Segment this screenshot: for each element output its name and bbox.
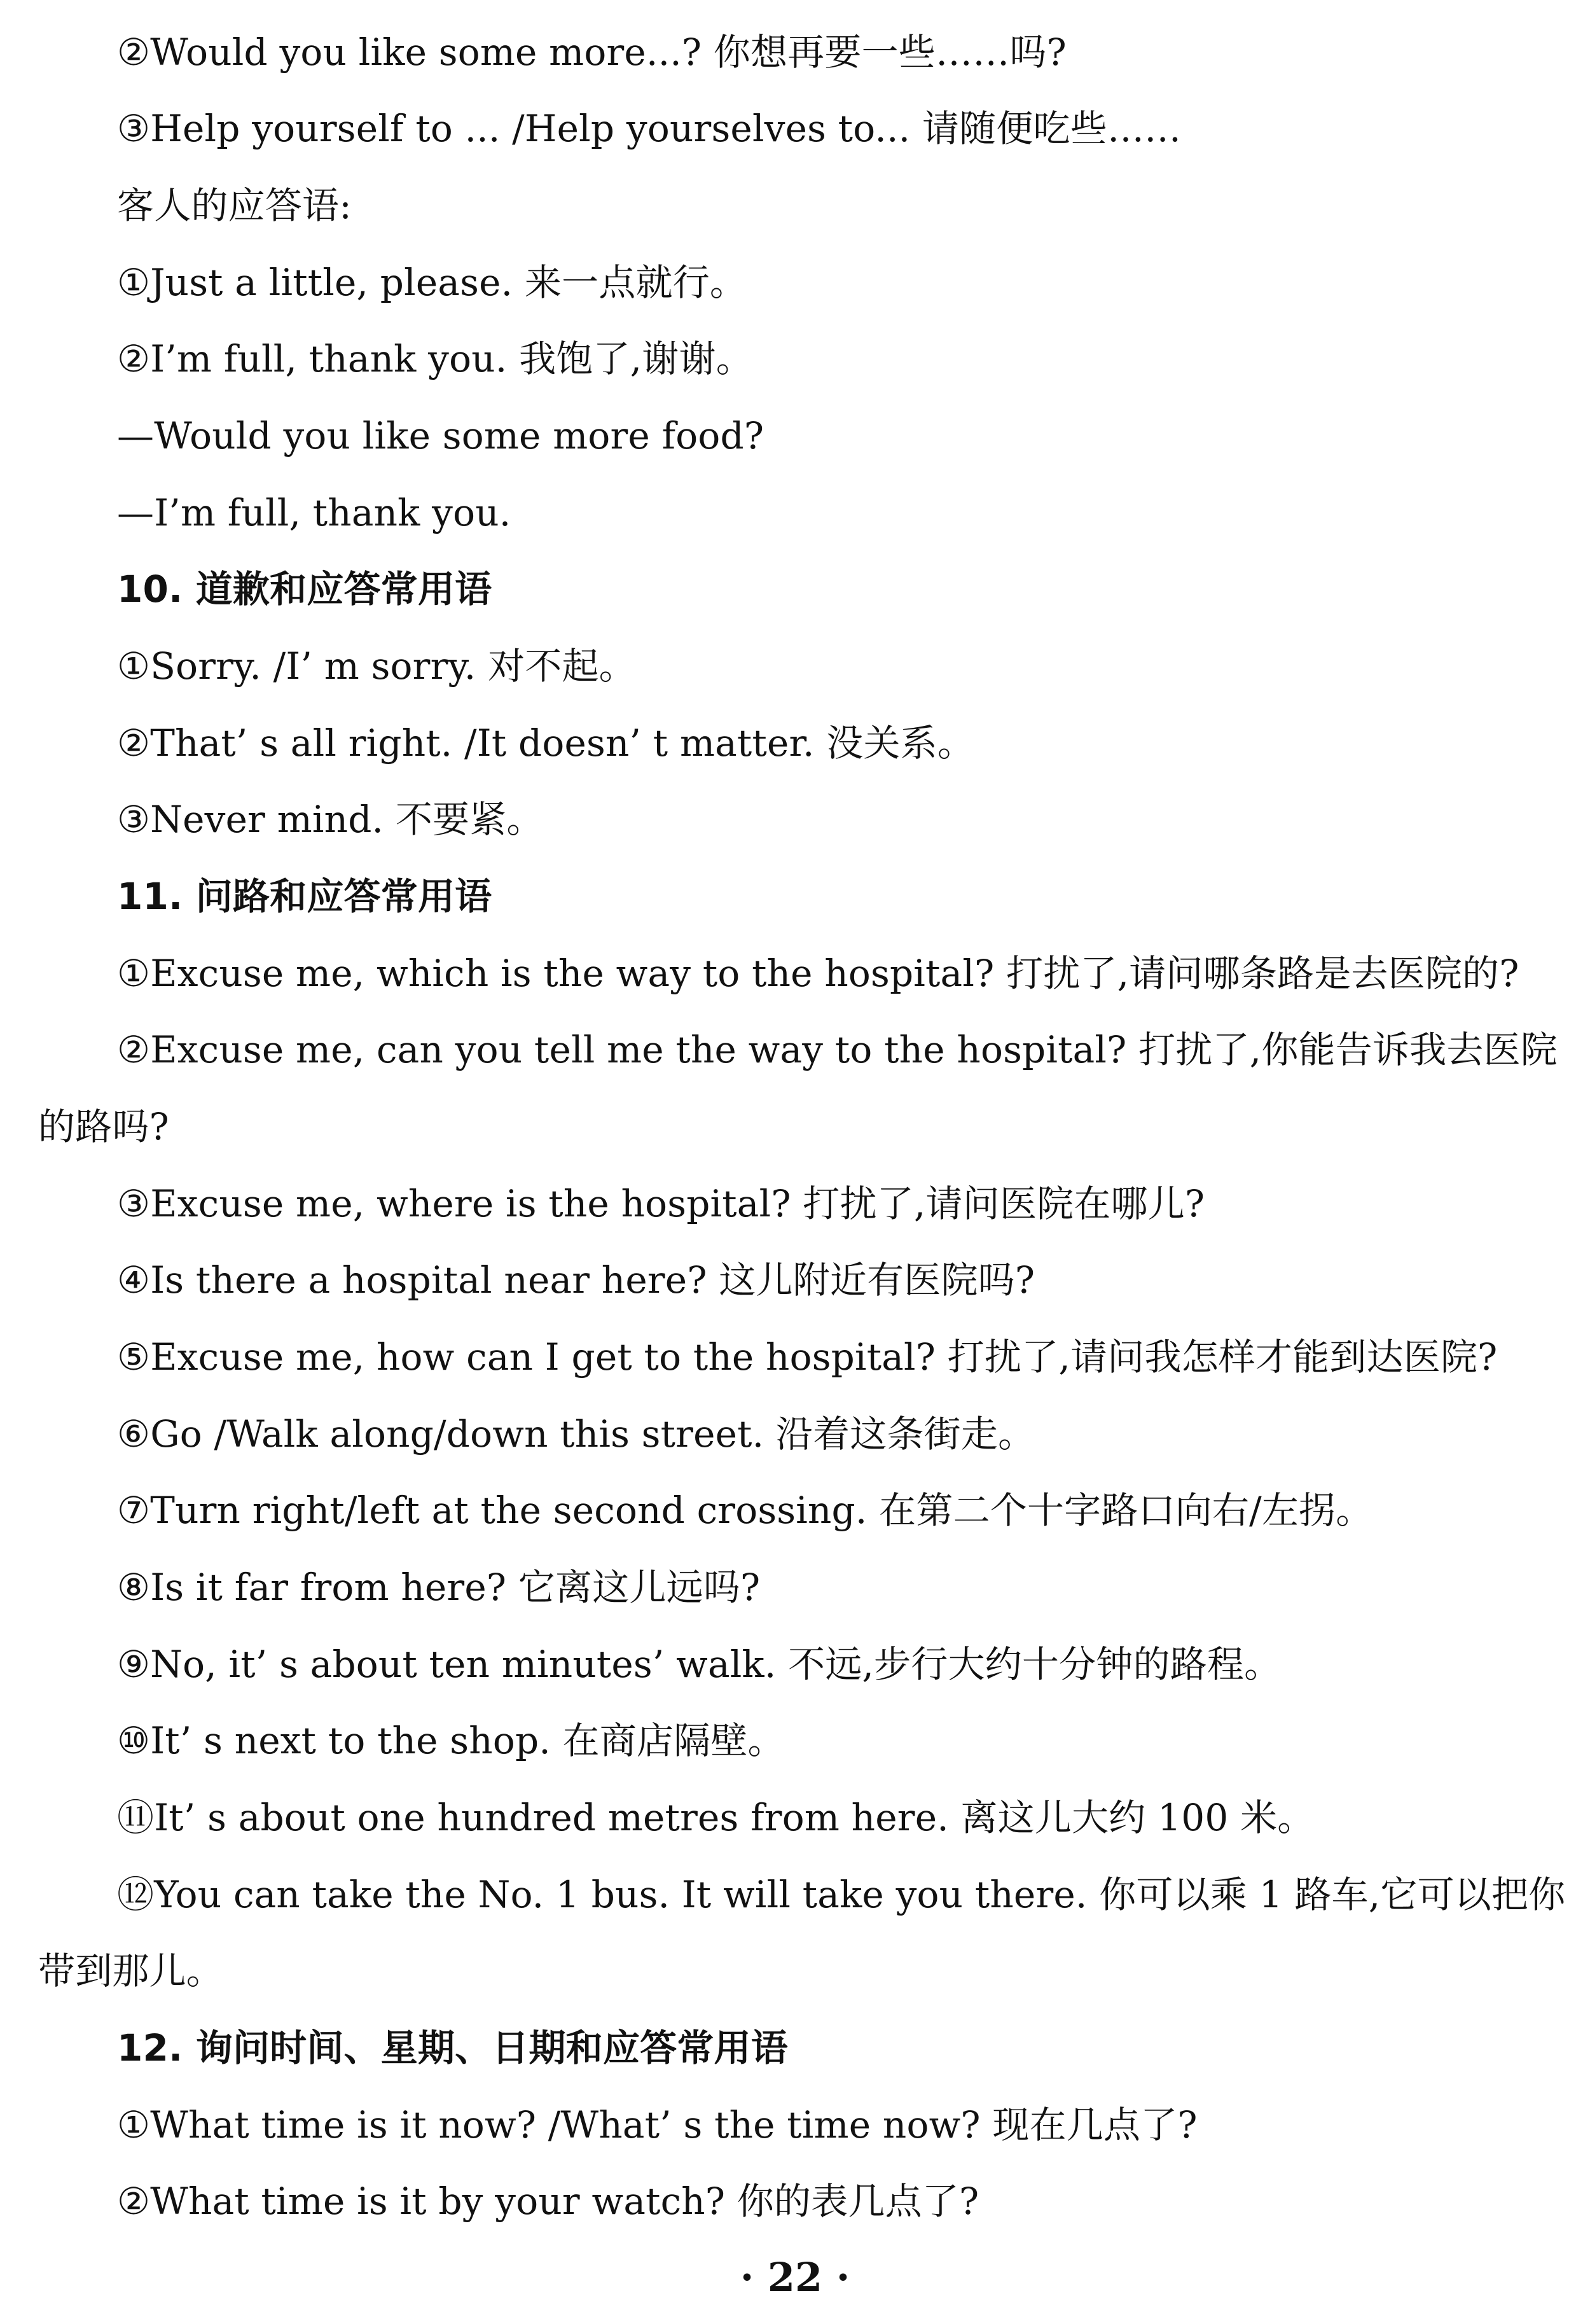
text-line: ③Never mind. 不要紧。 [117,798,544,841]
text-line: ②That’ s all right. /It doesn’ t matter. 没关系。 [117,721,975,765]
text-line: ⑪It’ s about one hundred metres from here. 离这儿大约 100 米。 [117,1796,1315,1839]
text-line: ⑨No, it’ s about ten minutes’ walk. 不远,步行大约十分钟的路程。 [117,1643,1282,1686]
text-line: ②Would you like some more...? 你想再要一些……吗? [117,31,1067,74]
text-line: ①Sorry. /I’ m sorry. 对不起。 [117,644,636,688]
text-line: 的路吗? [38,1105,169,1148]
text-line: ①Just a little, please. 来一点就行。 [117,261,747,304]
text-line: ①Excuse me, which is the way to the hospital? 打扰了,请问哪条路是去医院的? [117,952,1519,995]
text-line: ②What time is it by your watch? 你的表几点了? [117,2180,979,2223]
text-line: ③Help yourself to ... /Help yourselves to... 请随便吃些…… [117,107,1182,150]
text-line: 带到那儿。 [38,1949,224,1993]
page-number: · 22 · [740,2254,850,2300]
text-line: ②I’m full, thank you. 我饱了,谢谢。 [117,337,753,380]
section-heading: 12. 询问时间、星期、日期和应答常用语 [117,2026,788,2070]
text-line: ⑫You can take the No. 1 bus. It will take you there. 你可以乘 1 路车,它可以把你 [117,1873,1566,1916]
text-line: ⑦Turn right/left at the second crossing. 在第二个十字路口向右/左拐。 [117,1489,1373,1532]
text-line: ④Is there a hospital near here? 这儿附近有医院吗? [117,1258,1035,1302]
section-heading: 10. 道歉和应答常用语 [117,567,492,611]
text-line: —I’m full, thank you. [117,491,511,534]
text-line: ⑥Go /Walk along/down this street. 沿着这条街走。 [117,1412,1035,1456]
section-heading: 11. 问路和应答常用语 [117,875,492,918]
text-line: ⑩It’ s next to the shop. 在商店隔壁。 [117,1719,785,1762]
text-line: —Would you like some more food? [117,414,764,457]
text-line: ①What time is it now? /What’ s the time now? 现在几点了? [117,2103,1198,2147]
text-line: ③Excuse me, where is the hospital? 打扰了,请问医院在哪儿? [117,1182,1205,1225]
text-line: ②Excuse me, can you tell me the way to the hospital? 打扰了,你能告诉我去医院 [117,1028,1558,1071]
text-line: ⑧Is it far from here? 它离这儿远吗? [117,1566,761,1609]
text-line: 客人的应答语: [117,184,352,227]
text-line: ⑤Excuse me, how can I get to the hospital? 打扰了,请问我怎样才能到达医院? [117,1335,1498,1379]
